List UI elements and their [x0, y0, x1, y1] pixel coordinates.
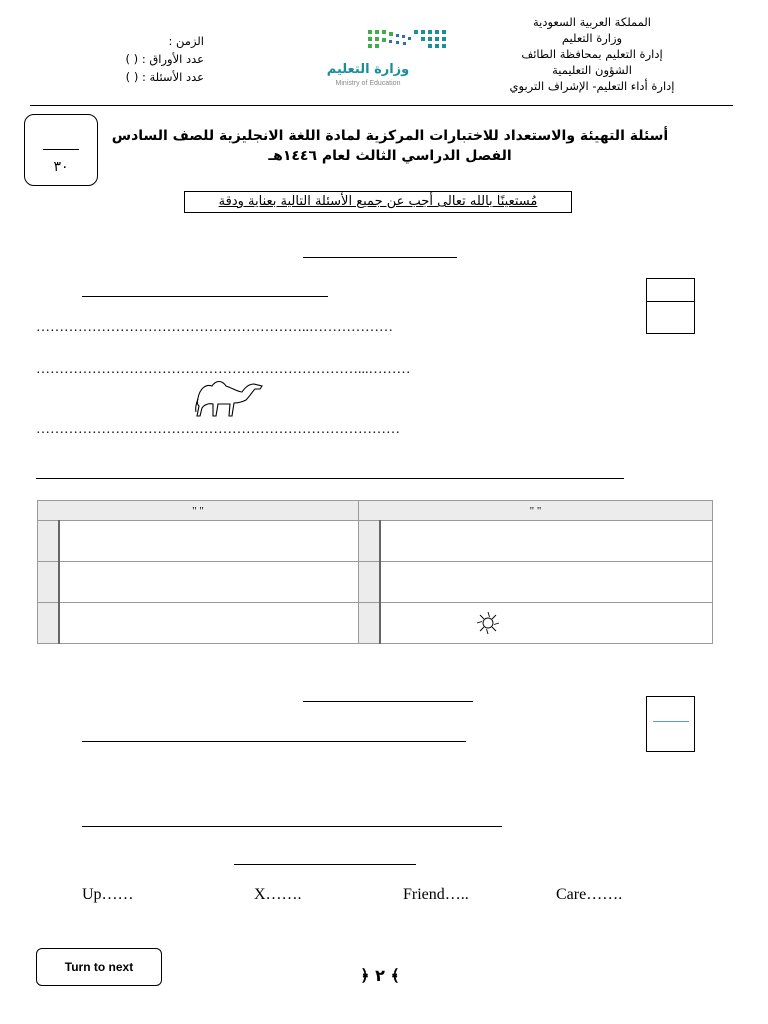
word-item[interactable]: X……. [254, 886, 302, 903]
table-cell[interactable] [380, 521, 713, 562]
table-number-cell [38, 521, 60, 562]
answer-line[interactable]: …………………………………………………..……………… [36, 320, 393, 335]
question-mark-box [646, 696, 695, 752]
table-number-cell [38, 562, 60, 603]
word-item[interactable]: Care……. [556, 886, 623, 903]
word-item[interactable]: Up…… [82, 886, 134, 903]
score-total: ٣٠ [53, 159, 69, 175]
answer-line[interactable]: ……………………………………………………………...……… [36, 362, 411, 377]
mark-box-divider [647, 301, 694, 302]
exam-info-line: عدد الأسئلة : ( ) [125, 70, 204, 84]
table-number-cell [359, 603, 381, 644]
word-item[interactable]: Friend….. [403, 886, 469, 903]
section-divider-line [36, 478, 624, 479]
matching-table [37, 500, 713, 644]
table-number-cell [38, 603, 60, 644]
instruction-box: مُستعينًا بالله تعالى أجب عن جميع الأسئلة التالية بعناية ودقة [184, 191, 572, 213]
total-score-box [24, 114, 98, 186]
page-number: ﴿ ٢ ﴾ [360, 966, 400, 985]
mark-box-divider [653, 721, 689, 722]
ministry-logo-icon [326, 26, 456, 62]
table-row [38, 603, 713, 644]
school-header [472, 14, 712, 94]
exam-info [100, 32, 204, 86]
sun-icon [475, 610, 501, 636]
title-line: الفصل الدراسي الثالث لعام ١٤٤٦هـ [268, 148, 512, 164]
turn-to-next-button[interactable]: Turn to next [36, 948, 162, 986]
table-header: " " [359, 501, 713, 521]
question-heading-line [303, 257, 457, 258]
answer-line[interactable]: …………………………………………………………………… [36, 422, 400, 437]
table-cell[interactable] [59, 603, 359, 644]
logo-english-text: Ministry of Education [335, 80, 401, 87]
table-row [38, 562, 713, 603]
subheading-line [234, 864, 416, 865]
exam-info-line: الزمن : [168, 34, 204, 48]
logo-arabic-text: وزارة التعليم [326, 62, 410, 77]
header-divider [30, 105, 733, 106]
header-line: وزارة التعليم [561, 31, 623, 45]
question-mark-box [646, 278, 695, 334]
table-cell[interactable] [380, 603, 713, 644]
score-fraction-line [43, 149, 79, 150]
question-heading-line [303, 701, 473, 702]
camel-icon [192, 378, 266, 420]
table-header: " " [38, 501, 359, 521]
ministry-logo [326, 26, 456, 92]
exam-info-line: عدد الأوراق : ( ) [125, 52, 204, 66]
title-line: أسئلة التهيئة والاستعداد للاختبارات المركزية لمادة اللغة الانجليزية للصف السادس [111, 128, 669, 144]
table-number-cell [359, 521, 381, 562]
table-row [38, 521, 713, 562]
header-line: المملكة العربية السعودية [533, 15, 651, 29]
table-cell[interactable] [59, 562, 359, 603]
header-line: إدارة التعليم بمحافظة الطائف [521, 47, 663, 61]
table-number-cell [359, 562, 381, 603]
exam-title [110, 126, 670, 166]
question-instruction-line [82, 741, 466, 742]
table-cell[interactable] [59, 521, 359, 562]
table-cell[interactable] [380, 562, 713, 603]
answer-line[interactable] [82, 826, 502, 827]
question-instruction-line [82, 296, 328, 297]
header-line: إدارة أداء التعليم- الإشراف التربوي [509, 79, 675, 93]
header-line: الشؤون التعليمية [552, 63, 632, 77]
